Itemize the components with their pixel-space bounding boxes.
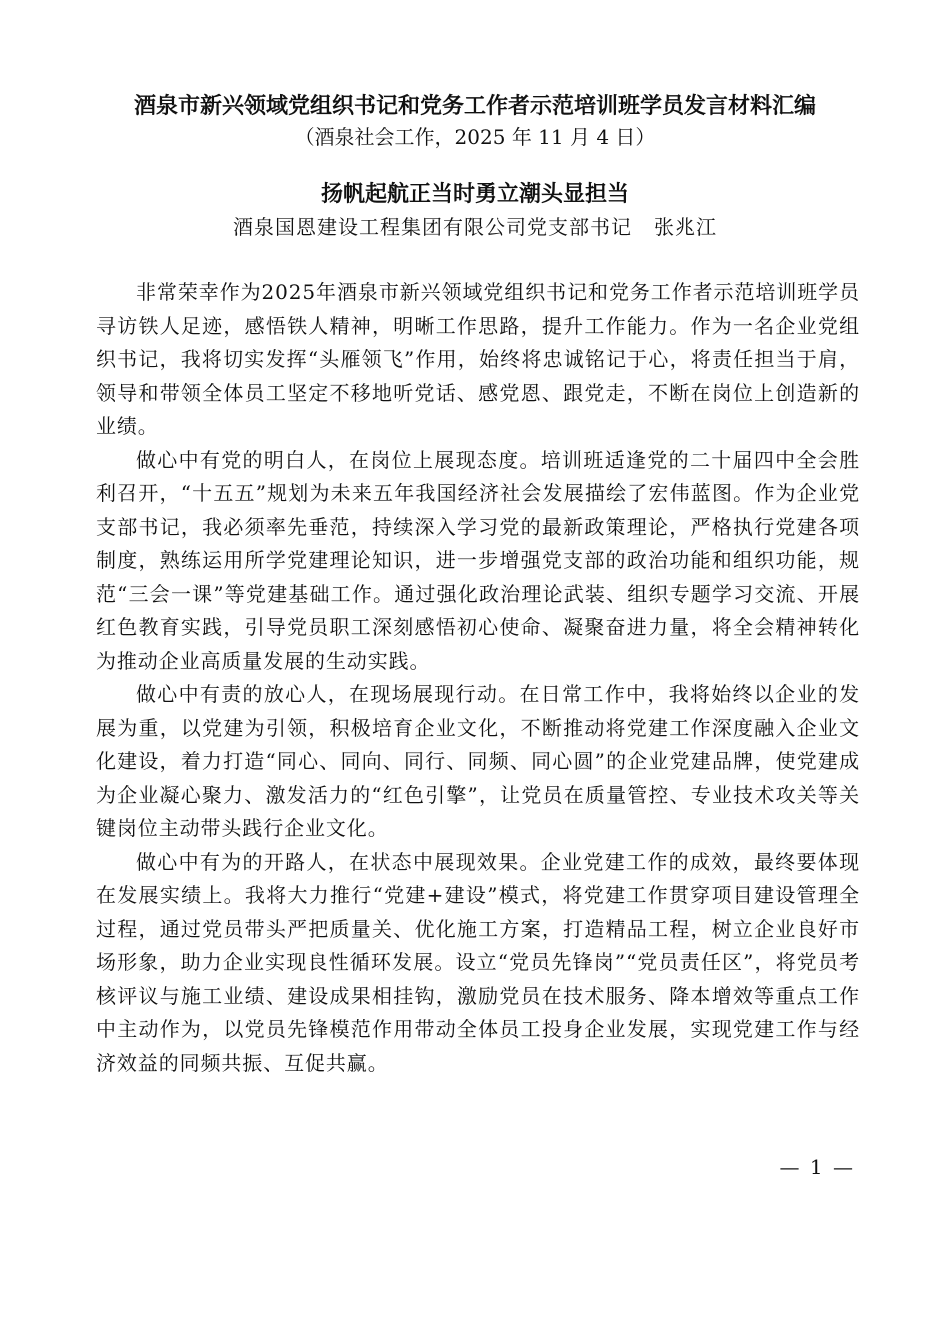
document-title: 酒泉市新兴领域党组织书记和党务工作者示范培训班学员发言材料汇编 — [133, 93, 816, 119]
paragraph-effect: 做心中有为的开路人，在状态中展现效果。企业党建工作的成效，最终要体现在发展实绩上。我将大力推行“党建+建设”模式，将党建工作贯穿项目建设管理全过程，通过党员带头严把质量关、优化施工方案，打造精品工程，树立企业良好市场形象，助力企业实现良性循环发展。设立“党员先锋岗”“党员责任区”，将党员考核评议与施工业绩、建设成果相挂钩，激励党员在技术服务、降本增效等重点工作中主动作为，以党员先锋模范作用带动全体员工投身企业发展，实现党建工作与经济效益的同频共振、互促共赢。 — [96, 849, 860, 1075]
article-body — [96, 276, 860, 1080]
article-title: 扬帆起航正当时勇立潮头显担当 — [320, 181, 629, 207]
paragraph-action: 做心中有责的放心人，在现场展现行动。在日常工作中，我将始终以企业的发展为重，以党建为引领，积极培育企业文化，不断推动将党建工作深度融入企业文化建设，着力打造“同心、同向、同行、同频、同心圆”的企业党建品牌，使党建成为企业凝心聚力、激发活力的“红色引擎”，让党员在质量管控、专业技术攻关等关键岗位主动带头践行企业文化。 — [96, 682, 860, 840]
author-name: 张兆江 — [654, 215, 717, 239]
document-source: （酒泉社会工作，2025 年 11 月 4 日） — [294, 125, 656, 149]
paragraph-attitude: 做心中有党的明白人，在岗位上展现态度。培训班适逢党的二十届四中全会胜利召开，“十五五”规划为未来五年我国经济社会发展描绘了宏伟蓝图。作为企业党支部书记，我必须率先垂范，持续深入学习党的最新政策理论，严格执行党建各项制度，熟练运用所学党建理论知识，进一步增强党支部的政治功能和组织功能，规范“三会一课”等党建基础工作。通过强化政治理论武装、组织专题学习交流、开展红色教育实践，引导党员职工深刻感悟初心使命、凝聚奋进力量，将全会精神转化为推动企业高质量发展的生动实践。 — [96, 447, 860, 673]
page-number: — 1 — — [779, 1155, 855, 1179]
author-organization: 酒泉国恩建设工程集团有限公司党支部书记 — [233, 215, 632, 239]
paragraph-intro: 非常荣幸作为2025年酒泉市新兴领域党组织书记和党务工作者示范培训班学员寻访铁人足迹，感悟铁人精神，明晰工作思路，提升工作能力。作为一名企业党组织书记，我将切实发挥“头雁领飞”作用，始终将忠诚铭记于心，将责任担当于肩，领导和带领全体员工坚定不移地听党话、感党恩、跟党走，不断在岗位上创造新的业绩。 — [96, 280, 860, 438]
author-line — [0, 212, 950, 242]
